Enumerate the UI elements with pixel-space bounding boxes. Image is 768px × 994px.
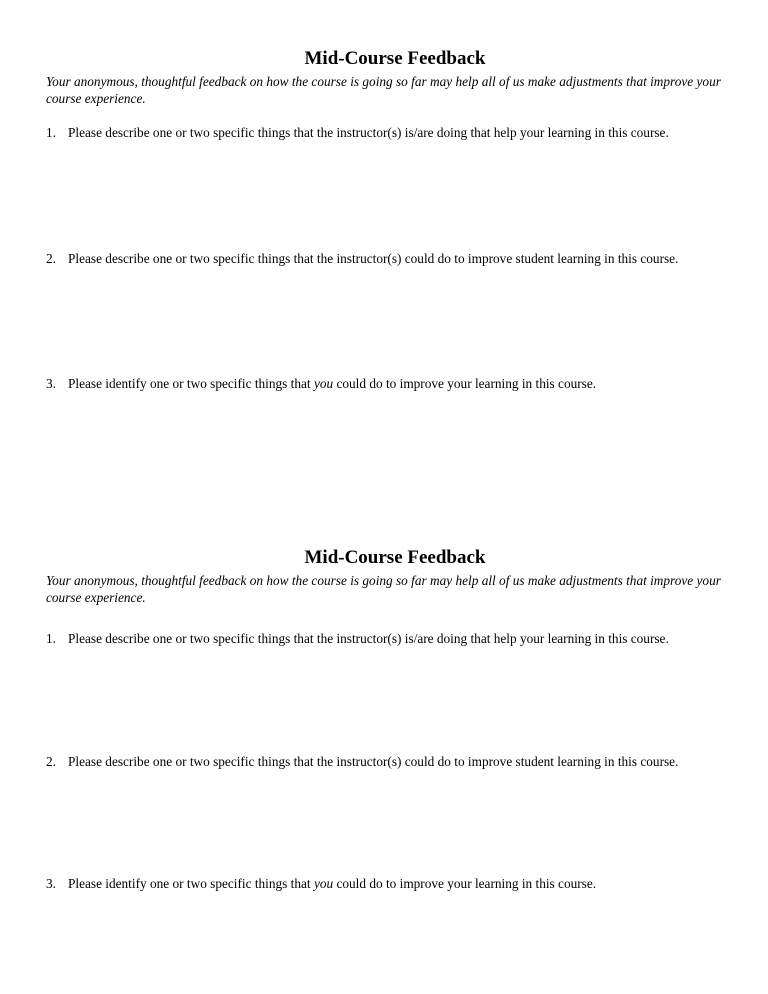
form-intro: Your anonymous, thoughtful feedback on how the course is going so far may help all of us make adjustments that improve your course experience.: [46, 573, 721, 605]
form-title: Mid-Course Feedback: [304, 547, 486, 568]
question-number: 3.: [46, 376, 56, 391]
question-text: [68, 375, 726, 392]
feedback-form: [46, 547, 726, 891]
question-number: 2.: [46, 251, 56, 266]
question-1: [46, 630, 726, 647]
question-text: [68, 875, 726, 892]
question-text-part: Please identify one or two specific things that: [68, 876, 314, 891]
question-text: [68, 124, 726, 141]
form-intro: Your anonymous, thoughtful feedback on how the course is going so far may help all of us make adjustments that improve your course experience.: [46, 74, 721, 106]
question-text-part: Please describe one or two specific things that the instructor(s) is/are doing that help your learning in this course.: [68, 631, 669, 646]
question-number: 2.: [46, 754, 56, 769]
question-text: [68, 753, 726, 770]
form-title: Mid-Course Feedback: [304, 48, 486, 69]
question-number: 1.: [46, 125, 56, 140]
question-number: 1.: [46, 631, 56, 646]
question-1: [46, 124, 726, 141]
question-text-part: could do to improve your learning in this course.: [333, 876, 597, 891]
question-3: [46, 375, 726, 392]
question-2: [46, 753, 726, 770]
question-text-part: Please describe one or two specific things that the instructor(s) could do to improve student learning in this course.: [68, 251, 679, 266]
question-text-part: Please describe one or two specific things that the instructor(s) is/are doing that help your learning in this course.: [68, 125, 669, 140]
question-text: [68, 250, 726, 267]
question-text-part: could do to improve your learning in this course.: [333, 376, 597, 391]
question-3: [46, 875, 726, 892]
question-text: [68, 630, 726, 647]
question-text-emphasis: you: [313, 876, 334, 891]
question-text-part: Please describe one or two specific things that the instructor(s) could do to improve student learning in this course.: [68, 754, 679, 769]
question-number: 3.: [46, 876, 56, 891]
question-text-emphasis: you: [313, 376, 334, 391]
question-text-part: Please identify one or two specific things that: [68, 376, 314, 391]
question-2: [46, 250, 726, 267]
feedback-form: [46, 48, 726, 391]
